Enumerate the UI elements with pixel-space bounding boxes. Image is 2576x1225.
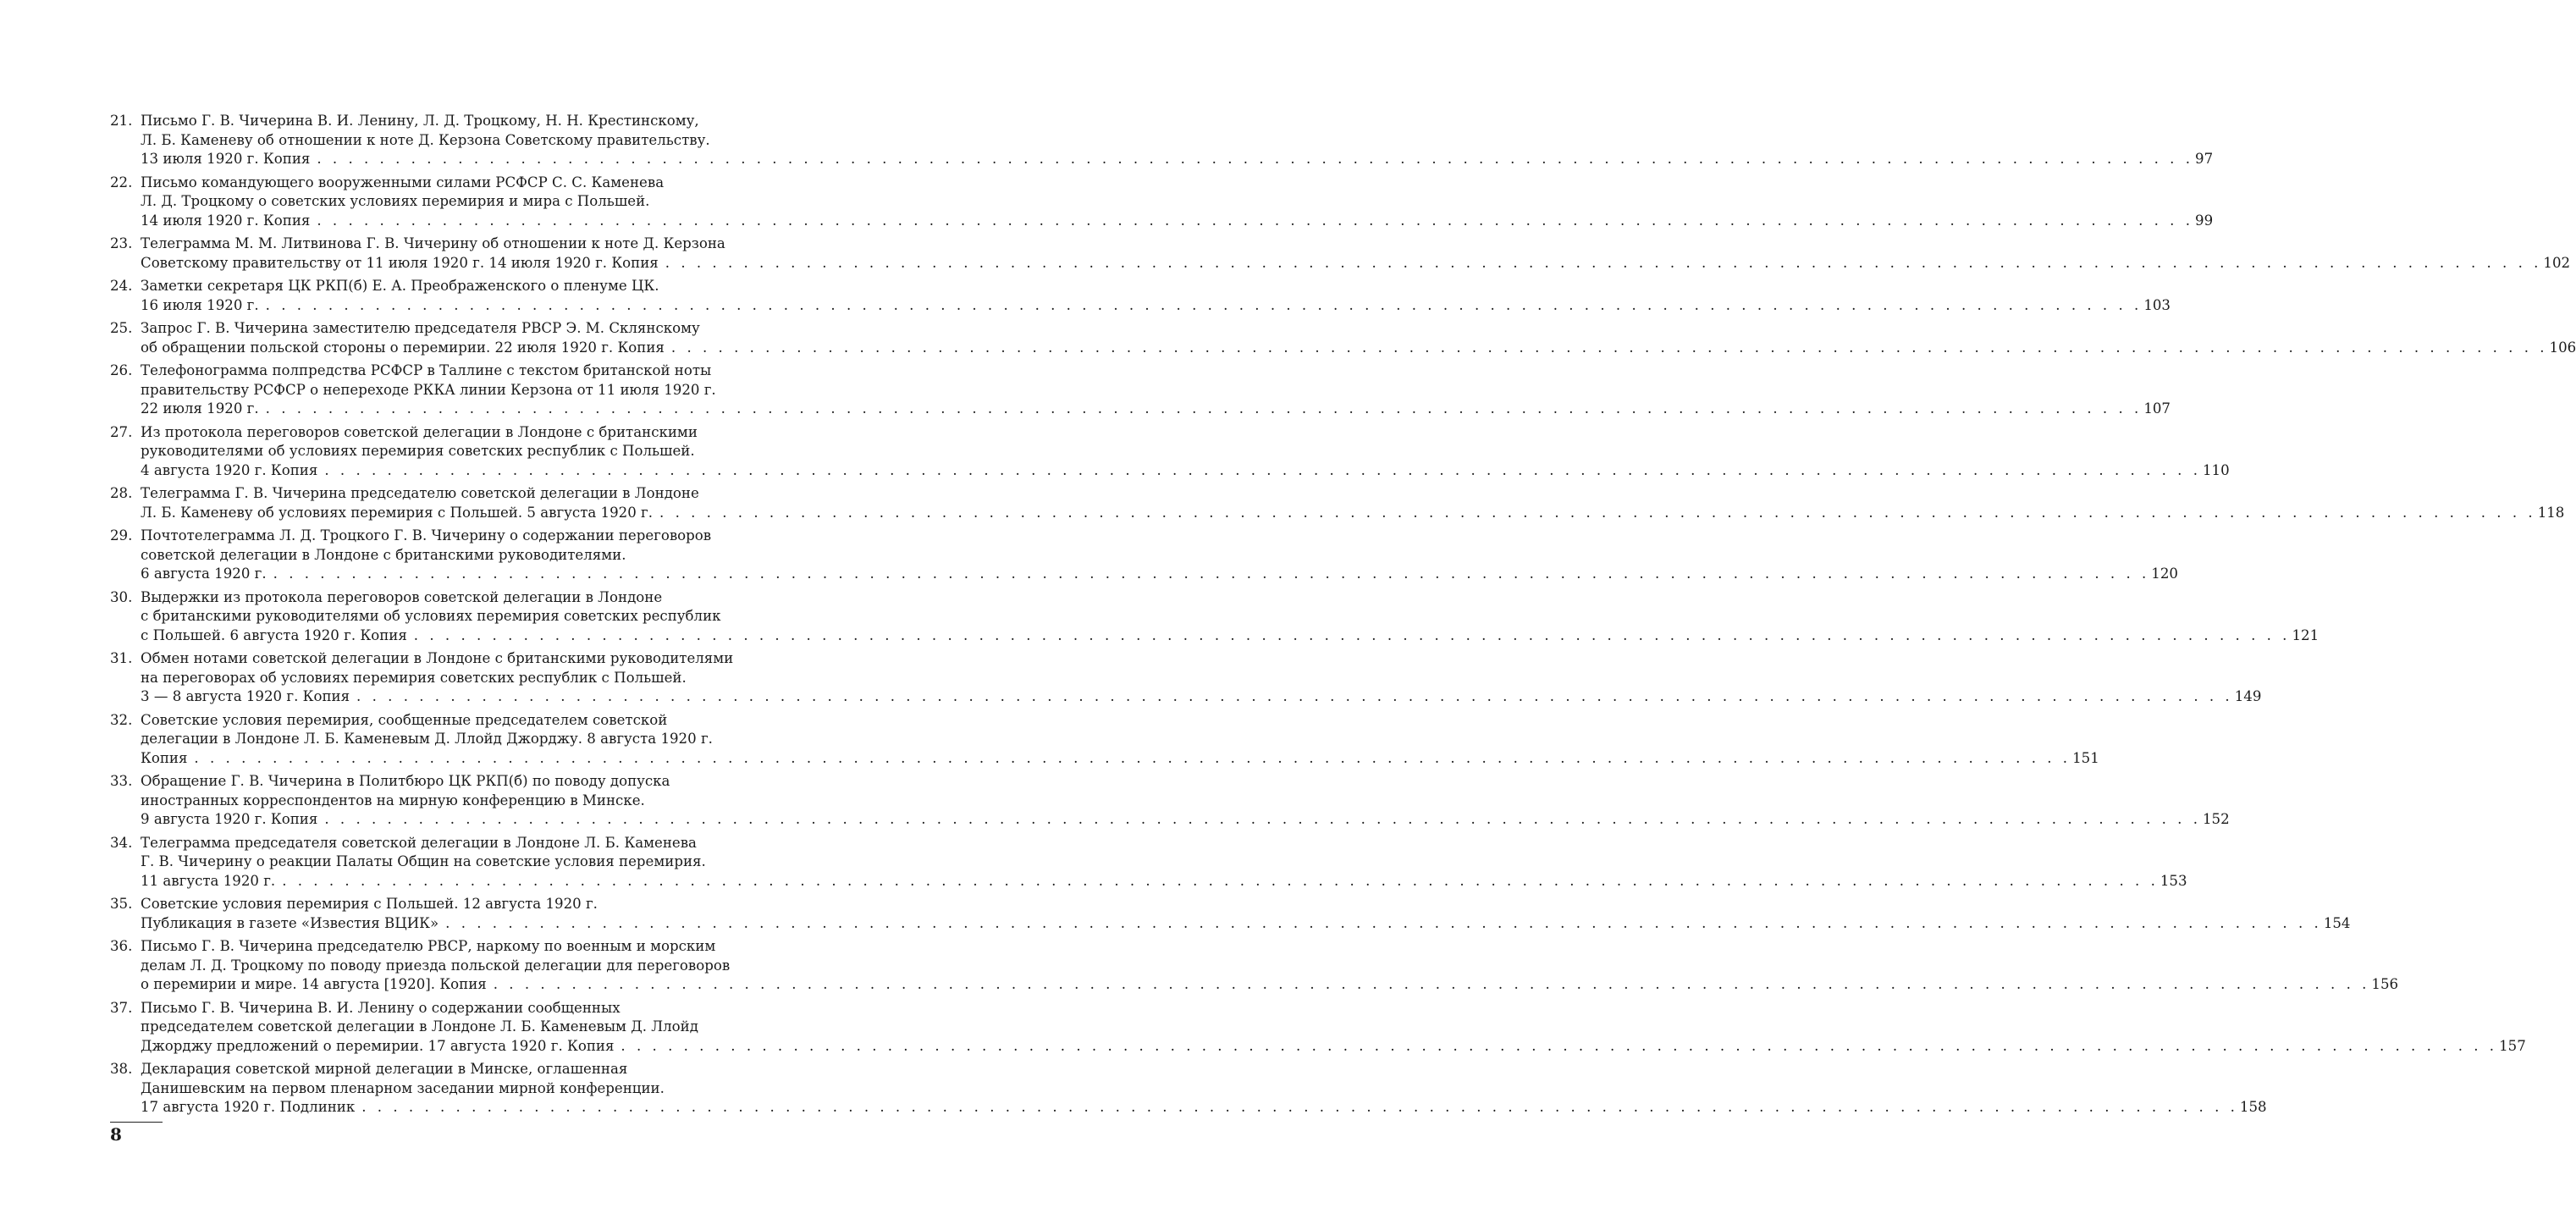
toc-entry	[110, 277, 2171, 315]
dot-leader: . . . . . . . . . . . . . . . . . . . . . . . . . . . . . . . . . . . . . . . . . . . . . . . . . . . . . . . . . . . . . . . . . . . . . . . . . . . . . . . . . . . . . . . . . . . . . . . . . . . . . . . . . . . . . . . . . . . . . . . .	[317, 212, 2194, 229]
toc-entry	[110, 1060, 2267, 1117]
entry-date-source: Копия	[141, 749, 188, 766]
toc-entry	[110, 235, 2571, 273]
entry-page-number: 154	[2323, 914, 2351, 931]
entry-last-line	[141, 872, 2187, 891]
entry-number: 28.	[110, 485, 133, 501]
entry-page-number: 107	[2143, 400, 2171, 417]
entry-date-source: 9 августа 1920 г. Копия	[141, 811, 318, 827]
entry-date-source: Публикация в газете «Известия ВЦИК»	[141, 914, 439, 931]
dot-leader: . . . . . . . . . . . . . . . . . . . . . . . . . . . . . . . . . . . . . . . . . . . . . . . . . . . . . . . . . . . . . . . . . . . . . . . . . . . . . . . . . . . . . . . . . . . . . . . . . . . . . . . . . . . . . . . . . . . . . . . .	[413, 626, 2291, 643]
entry-number: 32.	[110, 711, 133, 728]
entry-last-line	[141, 1037, 2526, 1057]
entry-page-number: 157	[2499, 1037, 2526, 1054]
entry-number: 23.	[110, 235, 133, 251]
dot-leader: . . . . . . . . . . . . . . . . . . . . . . . . . . . . . . . . . . . . . . . . . . . . . . . . . . . . . . . . . . . . . . . . . . . . . . . . . . . . . . . . . . . . . . . . . . . . . . . . . . . . . . . . . . . . . . . . . . . . . . . .	[665, 254, 2542, 271]
entry-page-number: 149	[2234, 688, 2262, 704]
toc-entry	[110, 937, 2399, 995]
entry-last-line	[141, 914, 2351, 934]
entry-number: 38.	[110, 1061, 133, 1077]
entry-date-source: 14 июля 1920 г. Копия	[141, 212, 311, 229]
entry-date-source: об обращении польской стороны о перемирии. 22 июля 1920 г. Копия	[141, 339, 665, 356]
entry-title-line: Письмо Г. В. Чичерина В. И. Ленину о содержании сообщенных	[141, 999, 621, 1016]
entry-page-number: 151	[2072, 749, 2099, 766]
entry-title-line: Телеграмма Г. В. Чичерина председателю советской делегации в Лондоне	[141, 485, 699, 501]
entry-title-line: Г. В. Чичерину о реакции Палаты Общин на советские условия перемирия.	[141, 853, 706, 869]
entry-title-line: Телеграмма М. М. Литвинова Г. В. Чичерину об отношении к ноте Д. Керзона	[141, 235, 725, 251]
entry-last-line	[141, 626, 2320, 646]
entry-title-line: Письмо командующего вооруженными силами РСФСР С. С. Каменева	[141, 174, 665, 190]
entry-last-line	[141, 296, 2171, 316]
entry-date-source: 6 августа 1920 г.	[141, 566, 267, 582]
entry-last-line	[141, 254, 2571, 273]
entry-title-line: советской делегации в Лондоне с британскими руководителями.	[141, 546, 626, 563]
entry-last-line	[141, 749, 2099, 769]
entry-title-line: Декларация советской мирной делегации в Минске, оглашенная	[141, 1061, 628, 1077]
toc-entry	[110, 527, 2178, 584]
dot-leader: . . . . . . . . . . . . . . . . . . . . . . . . . . . . . . . . . . . . . . . . . . . . . . . . . . . . . . . . . . . . . . . . . . . . . . . . . . . . . . . . . . . . . . . . . . . . . . . . . . . . . . . . . . . . . . . . . . . . . . . .	[265, 400, 2143, 417]
entry-last-line	[141, 504, 2565, 523]
entry-page-number: 158	[2239, 1099, 2267, 1115]
entry-last-line	[141, 212, 2214, 231]
entry-page-number: 106	[2549, 339, 2576, 356]
entry-title-line: делегации в Лондоне Л. Б. Каменевым Д. Ллойд Джорджу. 8 августа 1920 г.	[141, 731, 713, 747]
entry-last-line	[141, 400, 2171, 419]
entry-number: 22.	[110, 174, 133, 190]
entry-number: 21.	[110, 113, 133, 129]
dot-leader: . . . . . . . . . . . . . . . . . . . . . . . . . . . . . . . . . . . . . . . . . . . . . . . . . . . . . . . . . . . . . . . . . . . . . . . . . . . . . . . . . . . . . . . . . . . . . . . . . . . . . . . . . . . . . . . . . . . . . . . .	[324, 811, 2201, 827]
entry-title-line: Запрос Г. В. Чичерина заместителю председателя РВСР Э. М. Склянскому	[141, 320, 700, 336]
entry-page-number: 118	[2537, 504, 2565, 521]
entry-page-number: 156	[2371, 976, 2399, 992]
toc-entry	[110, 361, 2171, 419]
toc-entry	[110, 174, 2214, 231]
entry-date-source: 3 — 8 августа 1920 г. Копия	[141, 688, 350, 704]
toc-entry	[110, 895, 2351, 933]
entry-title-line: с британскими руководителями об условиях перемирия советских республик	[141, 608, 721, 624]
entry-page-number: 110	[2203, 461, 2230, 478]
dot-leader: . . . . . . . . . . . . . . . . . . . . . . . . . . . . . . . . . . . . . . . . . . . . . . . . . . . . . . . . . . . . . . . . . . . . . . . . . . . . . . . . . . . . . . . . . . . . . . . . . . . . . . . . . . . . . . . . . . . . . . . .	[659, 504, 2536, 521]
toc-entry	[110, 319, 2576, 357]
toc-entry	[110, 772, 2230, 830]
entry-page-number: 121	[2292, 626, 2320, 643]
entry-last-line	[141, 565, 2178, 584]
dot-leader: . . . . . . . . . . . . . . . . . . . . . . . . . . . . . . . . . . . . . . . . . . . . . . . . . . . . . . . . . . . . . . . . . . . . . . . . . . . . . . . . . . . . . . . . . . . . . . . . . . . . . . . . . . . . . . . . . . . . . . . .	[273, 566, 2150, 582]
entry-number: 33.	[110, 773, 133, 789]
dot-leader: . . . . . . . . . . . . . . . . . . . . . . . . . . . . . . . . . . . . . . . . . . . . . . . . . . . . . . . . . . . . . . . . . . . . . . . . . . . . . . . . . . . . . . . . . . . . . . . . . . . . . . . . . . . . . . . . . . . . . . . .	[445, 914, 2322, 931]
entry-title-line: Советские условия перемирия, сообщенные председателем советской	[141, 711, 668, 728]
dot-leader: . . . . . . . . . . . . . . . . . . . . . . . . . . . . . . . . . . . . . . . . . . . . . . . . . . . . . . . . . . . . . . . . . . . . . . . . . . . . . . . . . . . . . . . . . . . . . . . . . . . . . . . . . . . . . . . . . . . . . . . .	[493, 976, 2370, 992]
entry-page-number: 120	[2151, 566, 2178, 582]
dot-leader: . . . . . . . . . . . . . . . . . . . . . . . . . . . . . . . . . . . . . . . . . . . . . . . . . . . . . . . . . . . . . . . . . . . . . . . . . . . . . . . . . . . . . . . . . . . . . . . . . . . . . . . . . . . . . . . . . . . . . . . .	[324, 461, 2201, 478]
toc-entry	[110, 588, 2320, 646]
entry-title-line: правительству РСФСР о непереходе РККА линии Керзона от 11 июля 1920 г.	[141, 381, 716, 398]
entry-page-number: 153	[2160, 872, 2187, 889]
entry-title-line: Из протокола переговоров советской делегации в Лондоне с британскими	[141, 423, 698, 440]
dot-leader: . . . . . . . . . . . . . . . . . . . . . . . . . . . . . . . . . . . . . . . . . . . . . . . . . . . . . . . . . . . . . . . . . . . . . . . . . . . . . . . . . . . . . . . . . . . . . . . . . . . . . . . . . . . . . . . . . . . . . . . .	[317, 151, 2194, 167]
entry-title-line: Данишевским на первом пленарном заседании мирной конференции.	[141, 1079, 665, 1096]
entry-date-source: 11 августа 1920 г.	[141, 872, 276, 889]
dot-leader: . . . . . . . . . . . . . . . . . . . . . . . . . . . . . . . . . . . . . . . . . . . . . . . . . . . . . . . . . . . . . . . . . . . . . . . . . . . . . . . . . . . . . . . . . . . . . . . . . . . . . . . . . . . . . . . . . . . . . . . .	[282, 872, 2159, 889]
entry-number: 25.	[110, 320, 133, 336]
entry-last-line	[141, 461, 2230, 481]
toc-entry	[110, 999, 2526, 1057]
entry-title-line: Письмо Г. В. Чичерина председателю РВСР, наркому по военным и морским	[141, 938, 716, 954]
entry-date-source: 16 июля 1920 г.	[141, 296, 259, 313]
entry-title-line: Л. Д. Троцкому о советских условиях перемирия и мира с Польшей.	[141, 193, 650, 209]
entry-title-line: Выдержки из протокола переговоров советской делегации в Лондоне	[141, 588, 663, 605]
entry-date-source: Л. Б. Каменеву об условиях перемирия с Польшей. 5 августа 1920 г.	[141, 504, 654, 521]
entry-number: 26.	[110, 362, 133, 378]
entry-title-line: Обмен нотами советской делегации в Лондоне с британскими руководителями	[141, 650, 734, 666]
entry-date-source: 4 августа 1920 г. Копия	[141, 461, 318, 478]
table-of-contents	[110, 112, 2576, 1122]
entry-number: 31.	[110, 650, 133, 666]
entry-title-line: Телеграмма председателя советской делегации в Лондоне Л. Б. Каменева	[141, 834, 697, 851]
entry-last-line	[141, 1098, 2267, 1117]
entry-page-number: 99	[2195, 212, 2214, 229]
dot-leader: . . . . . . . . . . . . . . . . . . . . . . . . . . . . . . . . . . . . . . . . . . . . . . . . . . . . . . . . . . . . . . . . . . . . . . . . . . . . . . . . . . . . . . . . . . . . . . . . . . . . . . . . . . . . . . . . . . . . . . . .	[194, 749, 2071, 766]
toc-entry	[110, 711, 2099, 769]
entry-number: 37.	[110, 999, 133, 1016]
dot-leader: . . . . . . . . . . . . . . . . . . . . . . . . . . . . . . . . . . . . . . . . . . . . . . . . . . . . . . . . . . . . . . . . . . . . . . . . . . . . . . . . . . . . . . . . . . . . . . . . . . . . . . . . . . . . . . . . . . . . . . . .	[356, 688, 2233, 704]
entry-date-source: о перемирии и мире. 14 августа [1920]. Копия	[141, 976, 487, 992]
entry-last-line	[141, 687, 2262, 707]
dot-leader: . . . . . . . . . . . . . . . . . . . . . . . . . . . . . . . . . . . . . . . . . . . . . . . . . . . . . . . . . . . . . . . . . . . . . . . . . . . . . . . . . . . . . . . . . . . . . . . . . . . . . . . . . . . . . . . . . . . . . . . .	[265, 296, 2143, 313]
entry-number: 27.	[110, 423, 133, 440]
entry-title-line: делам Л. Д. Троцкому по поводу приезда польской делегации для переговоров	[141, 957, 731, 974]
entry-date-source: 17 августа 1920 г. Подлиник	[141, 1099, 356, 1115]
entry-number: 30.	[110, 588, 133, 605]
entry-last-line	[141, 339, 2576, 358]
entry-title-line: Л. Б. Каменеву об отношении к ноте Д. Керзона Советскому правительству.	[141, 131, 710, 148]
entry-title-line: председателем советской делегации в Лондоне Л. Б. Каменевым Д. Ллойд	[141, 1018, 698, 1035]
entry-page-number: 102	[2543, 254, 2571, 271]
dot-leader: . . . . . . . . . . . . . . . . . . . . . . . . . . . . . . . . . . . . . . . . . . . . . . . . . . . . . . . . . . . . . . . . . . . . . . . . . . . . . . . . . . . . . . . . . . . . . . . . . . . . . . . . . . . . . . . . . . . . . . . .	[621, 1037, 2498, 1054]
entry-date-source: Советскому правительству от 11 июля 1920 г. 14 июля 1920 г. Копия	[141, 254, 659, 271]
entry-last-line	[141, 810, 2230, 830]
entry-title-line: Заметки секретаря ЦК РКП(б) Е. А. Преображенского о пленуме ЦК.	[141, 278, 659, 294]
entry-number: 34.	[110, 834, 133, 851]
entry-date-source: 13 июля 1920 г. Копия	[141, 151, 311, 167]
entry-title-line: руководителями об условиях перемирия советских республик с Польшей.	[141, 443, 695, 459]
entry-page-number: 97	[2195, 151, 2214, 167]
entry-date-source: с Польшей. 6 августа 1920 г. Копия	[141, 626, 407, 643]
entry-page-number: 152	[2203, 811, 2230, 827]
toc-entry	[110, 484, 2565, 522]
entry-title-line: на переговорах об условиях перемирия советских республик с Польшей.	[141, 669, 687, 686]
entry-last-line	[141, 150, 2214, 169]
page-number: 8	[110, 1124, 122, 1145]
entry-date-source: Джорджу предложений о перемирии. 17 августа 1920 г. Копия	[141, 1037, 615, 1054]
toc-entry	[110, 112, 2214, 169]
entry-title-line: Советские условия перемирия с Польшей. 12 августа 1920 г.	[141, 896, 598, 912]
entry-date-source: 22 июля 1920 г.	[141, 400, 259, 417]
entry-number: 35.	[110, 896, 133, 912]
entry-page-number: 103	[2143, 296, 2171, 313]
entry-title-line: Обращение Г. В. Чичерина в Политбюро ЦК РКП(б) по поводу допуска	[141, 773, 670, 789]
entry-title-line: иностранных корреспондентов на мирную конференцию в Минске.	[141, 792, 645, 808]
toc-entry	[110, 649, 2262, 707]
toc-entry	[110, 834, 2187, 891]
entry-number: 29.	[110, 527, 133, 544]
dot-leader: . . . . . . . . . . . . . . . . . . . . . . . . . . . . . . . . . . . . . . . . . . . . . . . . . . . . . . . . . . . . . . . . . . . . . . . . . . . . . . . . . . . . . . . . . . . . . . . . . . . . . . . . . . . . . . . . . . . . . . . .	[670, 339, 2548, 356]
entry-title-line: Телефонограмма полпредства РСФСР в Таллине с текстом британской ноты	[141, 362, 712, 378]
toc-entry	[110, 423, 2230, 481]
entry-last-line	[141, 975, 2399, 995]
dot-leader: . . . . . . . . . . . . . . . . . . . . . . . . . . . . . . . . . . . . . . . . . . . . . . . . . . . . . . . . . . . . . . . . . . . . . . . . . . . . . . . . . . . . . . . . . . . . . . . . . . . . . . . . . . . . . . . . . . . . . . . .	[361, 1099, 2238, 1115]
entry-number: 24.	[110, 278, 133, 294]
entry-title-line: Почтотелеграмма Л. Д. Троцкого Г. В. Чичерину о содержании переговоров	[141, 527, 712, 544]
entry-title-line: Письмо Г. В. Чичерина В. И. Ленину, Л. Д. Троцкому, Н. Н. Крестинскому,	[141, 113, 699, 129]
footer-rule	[110, 1122, 163, 1123]
entry-number: 36.	[110, 938, 133, 954]
